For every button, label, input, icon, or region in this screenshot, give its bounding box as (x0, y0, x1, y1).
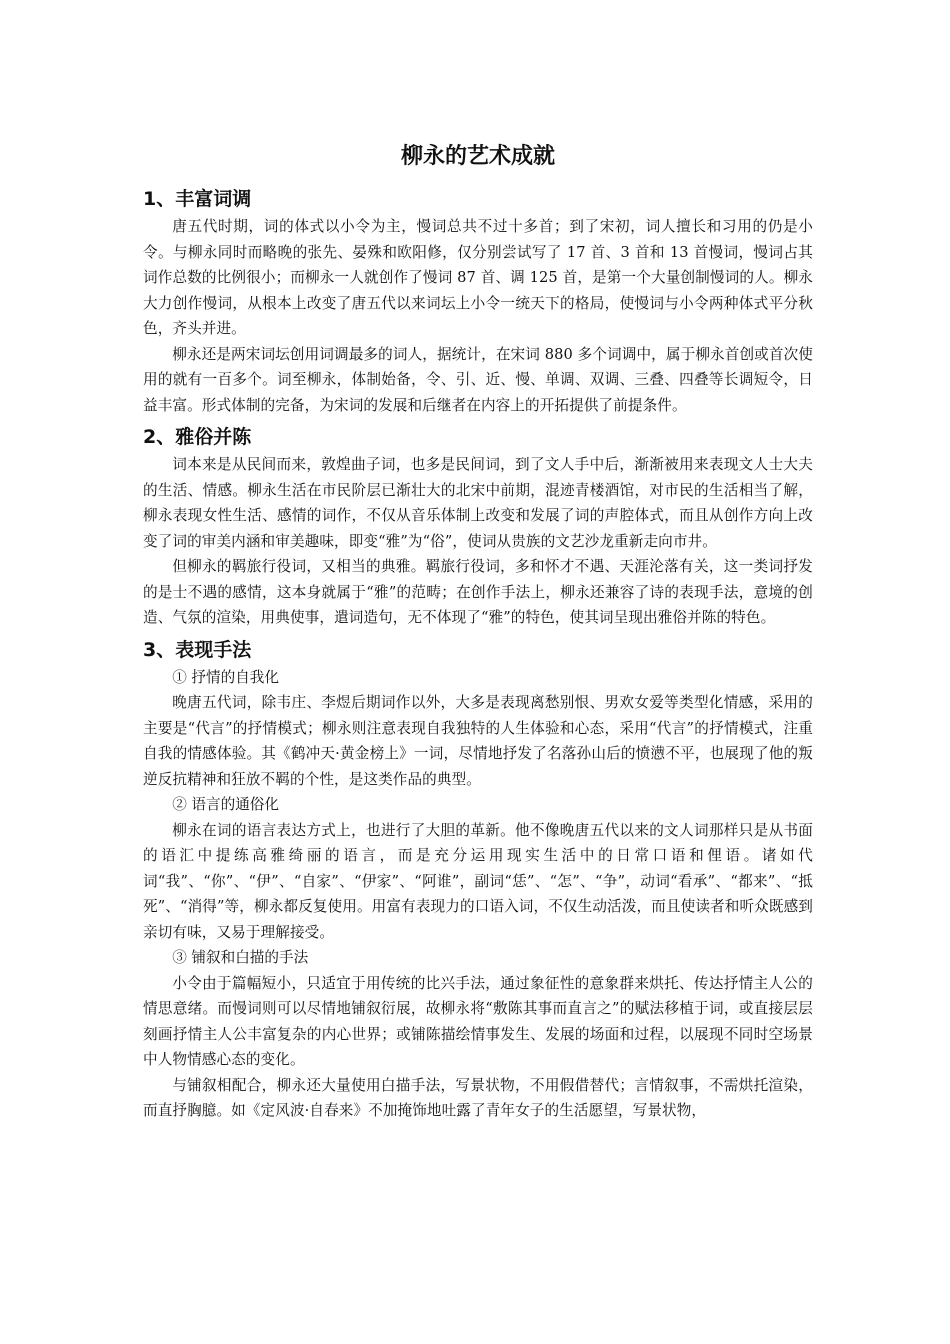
paragraph-1-1: 唐五代时期，词的体式以小令为主，慢词总共不过十多首；到了宋初，词人擅长和习用的仍是小令。与柳永同时而略晚的张先、晏殊和欧阳修，仅分别尝试写了 17 首、3 首和 13 首慢词，慢词占其词作总数的比例很小；而柳永一人就创作了慢词 87 首、调 125 首，是第一个大量创制慢词的人。柳永大力创作慢词，从根本上改变了唐五代以来词坛上小令一统天下的格局，使慢词与小令两种体式平分秋色，齐头并进。 (143, 218, 813, 337)
section-heading-2: 2、雅俗并陈 (143, 426, 252, 448)
paragraph-3-3-2: 与铺叙相配合，柳永还大量使用白描手法，写景状物，不用假借替代；言情叙事，不需烘托渲染，而直抒胸臆。如《定风波·自春来》不加掩饰地吐露了青年女子的生活愿望，写景状物， (143, 1076, 813, 1119)
paragraph-2-2: 但柳永的羁旅行役词，又相当的典雅。羁旅行役词，多和怀才不遇、天涯沦落有关，这一类词抒发的是士不遇的感情，这本身就属于“雅”的范畴；在创作手法上，柳永还兼容了诗的表现手法，意境的创造、气氛的渲染，用典使事，遣词造句，无不体现了“雅”的特色，使其词呈现出雅俗并陈的特色。 (143, 558, 813, 626)
paragraph-3-2-1: 柳永在词的语言表达方式上，也进行了大胆的革新。他不像晚唐五代以来的文人词那样只是从书面的语汇中提练高雅绮丽的语言，而是充分运用现实生活中的日常口语和俚语。诸如代词“我”、“你”、“伊”、“自家”、“伊家”、“阿谁”，副词“恁”、“怎”、“争”，动词“看承”、“都来”、“抵死”、“消得”等，柳永都反复使用。用富有表现力的口语入词，不仅生动活泼，而且使读者和听众既感到亲切有味，又易于理解接受。 (143, 821, 813, 941)
section-heading-3: 3、表现手法 (143, 638, 252, 661)
subsection-label-1: ① 抒情的自我化 (172, 668, 279, 686)
subsection-label-3: ③ 铺叙和白描的手法 (172, 949, 309, 966)
subsection-label-2: ② 语言的通俗化 (172, 796, 279, 813)
paragraph-3-1-1: 晚唐五代词，除韦庄、李煜后期词作以外，大多是表现离愁别恨、男欢女爱等类型化情感，采用的主要是“代言”的抒情模式；柳永则注意表现自我独特的人生体验和心态，采用“代言”的抒情模式，注重自我的情感体验。其《鹤冲天·黄金榜上》一词，尽情地抒发了名落孙山后的愤懑不平，也展现了他的叛逆反抗精神和狂放不羁的个性，是这类作品的典型。 (143, 694, 813, 788)
paragraph-1-2: 柳永还是两宋词坛创用词调最多的词人，据统计，在宋词 880 多个词调中，属于柳永首创或首次使用的就有一百多个。词至柳永，体制始备，令、引、近、慢、单调、双调、三叠、四叠等长调短令，日益丰富。形式体制的完备，为宋词的发展和后继者在内容上的开拓提供了前提条件。 (143, 345, 813, 414)
paragraph-2-1: 词本来是从民间而来，敦煌曲子词，也多是民间词，到了文人手中后，渐渐被用来表现文人士大夫的生活、情感。柳永生活在市民阶层已渐壮大的北宋中前期，混迹青楼酒馆，对市民的生活相当了解，柳永表现女性生活、感情的词作，不仅从音乐体制上改变和发展了词的声腔体式，而且从创作方向上改变了词的审美内涵和审美趣味，即变“雅”为“俗”，使词从贵族的文艺沙龙重新走向市井。 (143, 456, 813, 550)
paragraph-3-3-1: 小令由于篇幅短小，只适宜于用传统的比兴手法，通过象征性的意象群来烘托、传达抒情主人公的情思意绪。而慢词则可以尽情地铺叙衍展，故柳永将“敷陈其事而直言之”的赋法移植于词，或直接层层刻画抒情主人公丰富复杂的内心世界；或铺陈描绘情事发生、发展的场面和过程，以展现不同时空场景中人物情感心态的变化。 (143, 974, 813, 1068)
section-heading-1: 1、丰富词调 (143, 188, 252, 210)
page-title: 柳永的艺术成就 (400, 144, 555, 169)
document-page (143, 140, 813, 1124)
